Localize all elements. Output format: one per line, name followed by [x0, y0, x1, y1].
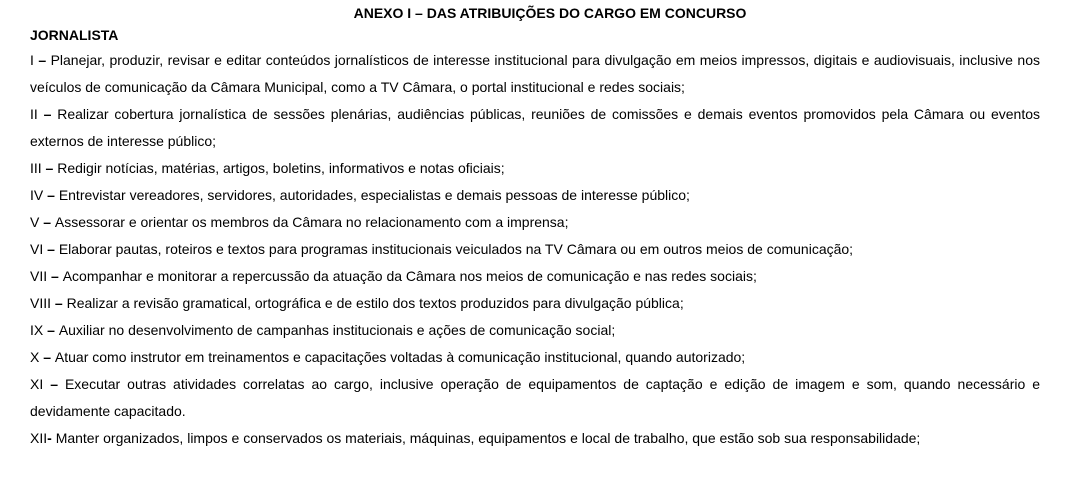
item-number: I [30, 52, 34, 68]
list-item [30, 263, 1040, 290]
item-separator: – [37, 106, 58, 122]
document-page [30, 3, 1040, 452]
item-separator: – [43, 187, 59, 203]
item-number: VI [30, 241, 44, 257]
list-item [30, 236, 1040, 263]
item-separator: – [51, 295, 67, 311]
item-number: X [30, 349, 40, 365]
item-text: Acompanhar e monitorar a repercussão da atuação da Câmara nos meios de comunicação e nas redes sociais; [62, 268, 757, 284]
item-separator: – [47, 268, 63, 284]
item-text: Planejar, produzir, revisar e editar conteúdos jornalísticos de interesse institucional para divulgação em meios impressos, digitais e audiovisuais, inclusive nos veículos de comunicação da Câmara Municipal, como a TV Câmara, o portal institucional e redes sociais; [30, 52, 1040, 95]
list-item [30, 317, 1040, 344]
item-number: VII [30, 268, 48, 284]
attributions-list [30, 47, 1040, 452]
item-separator: – [43, 241, 59, 257]
item-text: Atuar como instrutor em treinamentos e capacitações voltadas à comunicação institucional, quando autorizado; [54, 349, 746, 365]
item-number: IV [30, 187, 44, 203]
item-number: VIII [30, 295, 52, 311]
item-number: IX [30, 322, 44, 338]
item-text: Redigir notícias, matérias, artigos, boletins, informativos e notas oficiais; [57, 160, 505, 176]
item-separator: – [43, 322, 59, 338]
item-separator: – [39, 349, 55, 365]
item-number: II [30, 106, 38, 122]
item-separator: - [47, 430, 56, 446]
item-text: Auxiliar no desenvolvimento de campanhas institucionais e ações de comunicação social; [58, 322, 616, 338]
list-item [30, 47, 1040, 101]
item-separator: – [41, 160, 58, 176]
item-text: Executar outras atividades correlatas ao cargo, inclusive operação de equipamentos de captação e edição de imagem e som, quando necessário e devidamente capacitado. [30, 376, 1040, 419]
list-item [30, 101, 1040, 155]
item-separator: – [43, 376, 65, 392]
list-item [30, 155, 1040, 182]
item-separator: – [39, 214, 55, 230]
role-heading: JORNALISTA [30, 27, 119, 43]
list-item [30, 290, 1040, 317]
item-text: Assessorar e orientar os membros da Câmara no relacionamento com a imprensa; [54, 214, 569, 230]
list-item [30, 182, 1040, 209]
item-number: III [30, 160, 42, 176]
item-text: Elaborar pautas, roteiros e textos para programas institucionais veiculados na TV Câmara ou em outros meios de comunicação; [58, 241, 854, 257]
list-item [30, 209, 1040, 236]
item-number: XI [30, 376, 44, 392]
list-item [30, 344, 1040, 371]
list-item [30, 425, 1040, 452]
item-separator: – [33, 52, 51, 68]
annex-title: ANEXO I – DAS ATRIBUIÇÕES DO CARGO EM CONCURSO [353, 5, 747, 21]
item-number: V [30, 214, 40, 230]
item-text: Manter organizados, limpos e conservados os materiais, máquinas, equipamentos e local de trabalho, que estão sob sua responsabilidade; [55, 430, 921, 446]
item-number: XII [30, 430, 48, 446]
item-text: Entrevistar vereadores, servidores, autoridades, especialistas e demais pessoas de interesse público; [58, 187, 690, 203]
item-text: Realizar a revisão gramatical, ortográfica e de estilo dos textos produzidos para divulgação pública; [66, 295, 684, 311]
item-text: Realizar cobertura jornalística de sessões plenárias, audiências públicas, reuniões de comissões e demais eventos promovidos pela Câmara ou eventos externos de interesse público; [30, 106, 1040, 149]
list-item [30, 371, 1040, 425]
